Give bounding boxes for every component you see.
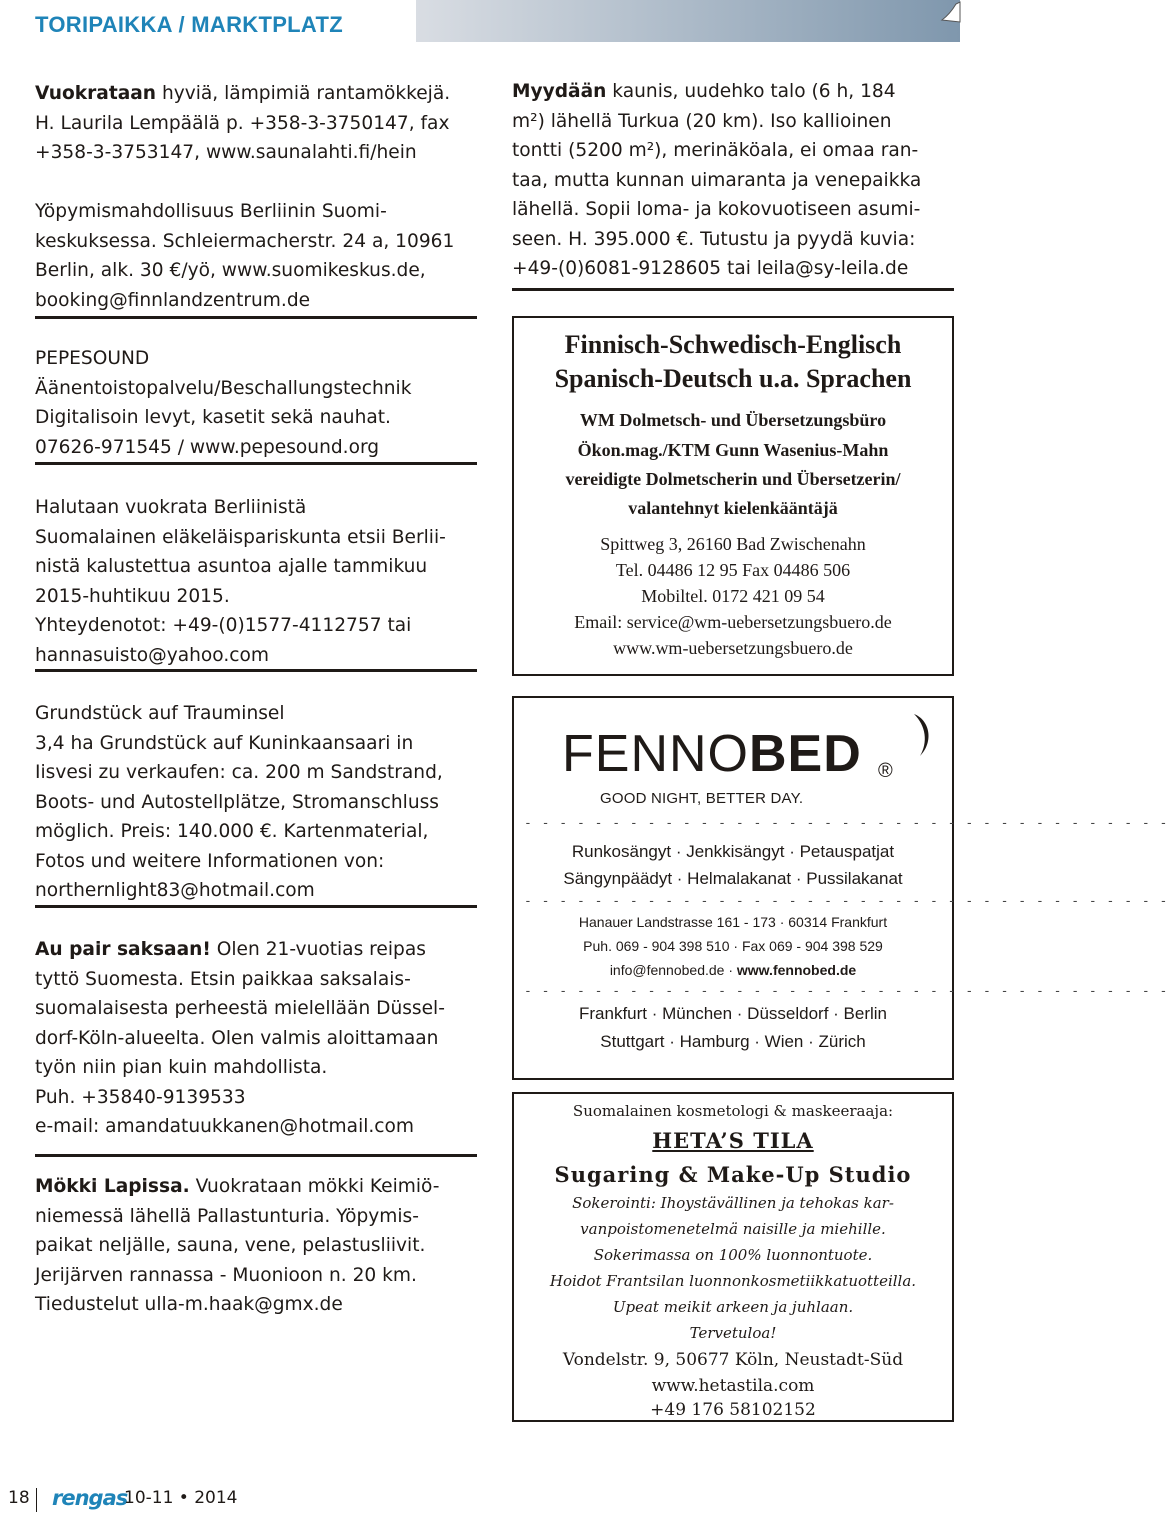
- heta-text-3: Sokerimassa on 100% luonnontuote.: [593, 1246, 873, 1264]
- divider: [35, 462, 477, 465]
- ad-text-line: Puh. +35840-9139533: [35, 1086, 246, 1108]
- ad-text-line: möglich. Preis: 140.000 €. Kartenmaterial,: [35, 821, 429, 842]
- ad-text-line: Yhteydenotot: +49-(0)1577-4112757 tai: [35, 615, 412, 636]
- divider: [512, 288, 954, 291]
- ad-text-line: +49-(0)6081-9128605 tai leila@sy-leila.de: [512, 258, 909, 279]
- heta-address: Vondelstr. 9, 50677 Köln, Neustadt-Süd: [562, 1350, 904, 1370]
- heta-text-6: Tervetuloa!: [689, 1324, 777, 1342]
- ad-text-line: northernlight83@hotmail.com: [35, 880, 315, 901]
- ad-text-line: hannasuisto@yahoo.com: [35, 644, 269, 666]
- ad-text-line: suomalaisesta perheestä mielellään Düssel-: [35, 998, 445, 1019]
- ad-text-line: Tiedustelut ulla-m.haak@gmx.de: [35, 1294, 343, 1315]
- fennobed-web: www.fennobed.de: [736, 962, 857, 978]
- ad-text-line: Berlin, alk. 30 €/yö, www.suomikeskus.de,: [35, 260, 426, 281]
- ad-text-line: Vuokrataan hyviä, lämpimiä rantamökkejä.: [35, 83, 451, 104]
- fennobed-tagline: GOOD NIGHT, BETTER DAY.: [600, 790, 804, 807]
- ad-text-line: taa, mutta kunnan uimaranta ja venepaikka: [512, 169, 922, 191]
- ad-text-line: Fotos und weitere Informationen von:: [35, 850, 385, 872]
- page-number: 18: [8, 1488, 30, 1508]
- heta-text-1: Sokerointi: Ihoystävällinen ja tehokas kar-: [572, 1194, 894, 1212]
- ad-text-line: tontti (5200 m²), merinäköala, ei omaa ran-: [512, 140, 919, 161]
- ad-text-line: m²) lähellä Turkua (20 km). Iso kallioinen: [512, 110, 892, 132]
- ad-lead-word: Myydään: [512, 81, 607, 102]
- ad-lead-word: Vuokrataan: [35, 83, 157, 104]
- divider: [35, 669, 477, 672]
- ad-grundstueck: [35, 699, 477, 906]
- ad-text-line: tyttö Suomesta. Etsin paikkaa saksalais-: [35, 968, 411, 990]
- ad-text-line: lähellä. Sopii loma- ja kokovuotiseen asumi-: [512, 199, 921, 220]
- ad-text-line: Äänentoistopalvelu/Beschallungstechnik: [35, 377, 412, 399]
- fennobed-phone: Puh. 069 - 904 398 510 · Fax 069 - 904 398 529: [583, 938, 883, 954]
- ad-au-pair: [35, 935, 477, 1142]
- ad-text-line: booking@finnlandzentrum.de: [35, 289, 311, 311]
- ad-text-line: Au pair saksaan! Olen 21-vuotias reipas: [35, 939, 426, 960]
- ad-pepesound: [35, 344, 477, 462]
- ad-text-line: +358-3-3753147, www.saunalahti.fi/hein: [35, 142, 417, 163]
- ad-text-line: Boots- und Autostellplätze, Stromanschluss: [35, 791, 439, 813]
- ad-text-line: Digitalisoin levyt, kasetit sekä nauhat.: [35, 407, 391, 428]
- fennobed-ad-box: [512, 696, 1168, 1080]
- ad-halutaan-vuokrata: [35, 493, 477, 670]
- ad-text-line: niemessä lähellä Pallastunturia. Yöpymis-: [35, 1205, 419, 1227]
- heta-name-text: HETA’S TILA: [652, 1128, 814, 1153]
- ad-text-line: keskuksessa. Schleiermacherstr. 24 a, 10961: [35, 230, 455, 252]
- registered-mark: ®: [878, 760, 893, 782]
- translator-role-2: valantehnyt kielenkääntäjä: [628, 498, 838, 518]
- heta-name: [514, 1128, 952, 1153]
- heta-phone: +49 176 58102152: [650, 1400, 816, 1420]
- ad-text-line: H. Laurila Lempäälä p. +358-3-3750147, fax: [35, 112, 450, 134]
- section-title: TORIPAIKKA / MARKTPLATZ: [35, 12, 343, 37]
- ad-text-line: paikat neljälle, sauna, vene, pelastusliivit.: [35, 1235, 426, 1256]
- ad-mokki-lapissa: [35, 1172, 477, 1320]
- translator-address: Spittweg 3, 26160 Bad Zwischenahn: [600, 534, 866, 554]
- translator-headline-2: Spanisch-Deutsch u.a. Sprachen: [554, 364, 912, 393]
- ad-text-line: Halutaan vuokrata Berliinistä: [35, 497, 307, 518]
- translator-email: Email: service@wm-uebersetzungsbuero.de: [574, 612, 892, 632]
- fennobed-address: Hanauer Landstrasse 161 - 173 · 60314 Frankfurt: [578, 914, 888, 930]
- ad-lead-word: Mökki Lapissa.: [35, 1176, 190, 1197]
- ad-text-line: dorf-Köln-alueelta. Olen valmis aloittamaan: [35, 1027, 439, 1049]
- ad-text-line: e-mail: amandatuukkanen@hotmail.com: [35, 1116, 415, 1137]
- moon-icon: [900, 712, 934, 760]
- magazine-logo: rengas: [52, 1486, 128, 1510]
- divider: [35, 316, 477, 319]
- ad-text-line: 2015-huhtikuu 2015.: [35, 585, 230, 607]
- ad-myydaan-talo: [512, 77, 954, 284]
- heta-intro: Suomalainen kosmetologi & maskeeraaja:: [572, 1102, 894, 1120]
- heta-web: www.hetastila.com: [651, 1376, 815, 1396]
- heta-text-4: Hoidot Frantsilan luonnonkosmetiikkatuotteilla.: [549, 1272, 917, 1290]
- fennobed-cities-1: Frankfurt · München · Düsseldorf · Berlin: [579, 1004, 887, 1023]
- footer-separator: [36, 1488, 37, 1512]
- ad-text-line: Mökki Lapissa. Vuokrataan mökki Keimiö-: [35, 1176, 440, 1197]
- divider: [35, 1154, 477, 1157]
- translator-ad-box: [512, 316, 954, 676]
- issue-date: 10-11 • 2014: [124, 1488, 238, 1508]
- ad-text-line: Iisvesi zu verkaufen: ca. 200 m Sandstrand,: [35, 762, 443, 783]
- fennobed-email: info@fennobed.de: [609, 962, 725, 978]
- fennobed-products-1: Runkosängyt · Jenkkisängyt · Petauspatjat: [571, 842, 895, 861]
- ad-text-line: PEPESOUND: [35, 348, 150, 369]
- heta-subtitle: Sugaring & Make-Up Studio: [554, 1162, 912, 1187]
- ad-text-line: Yöpymismahdollisuus Berliinin Suomi-: [35, 201, 387, 222]
- ad-text-line: työn niin pian kuin mahdollista.: [35, 1057, 328, 1078]
- fennobed-logo-light: FENNO: [562, 725, 749, 783]
- fennobed-cities-2: Stuttgart · Hamburg · Wien · Zürich: [600, 1032, 866, 1051]
- ad-lead-word: Au pair saksaan!: [35, 939, 211, 960]
- heta-text-5: Upeat meikit arkeen ja juhlaan.: [612, 1298, 854, 1316]
- ad-text-line: 07626-971545 / www.pepesound.org: [35, 436, 380, 458]
- dashed-divider: - - - - - - - - - - - - - - - - - - - - - - - - - - - - - - - - - - - - -: [524, 984, 1168, 999]
- fennobed-products-2: Sängynpäädyt · Helmalakanat · Pussilakanat: [563, 869, 903, 888]
- translator-headline-1: Finnisch-Schwedisch-Englisch: [564, 330, 902, 359]
- translator-web: www.wm-uebersetzungsbuero.de: [613, 638, 853, 658]
- ad-text-line: Grundstück auf Trauminsel: [35, 703, 285, 724]
- dashed-divider: - - - - - - - - - - - - - - - - - - - - - - - - - - - - - - - - - - - - -: [524, 816, 1168, 831]
- heta-ad-box: [512, 1092, 954, 1422]
- translator-role-1: vereidigte Dolmetscherin und Übersetzerin/: [565, 469, 901, 489]
- translator-office: WM Dolmetsch- und Übersetzungsbüro: [579, 410, 887, 430]
- fennobed-logo-bold: BED: [749, 725, 862, 783]
- dashed-divider: - - - - - - - - - - - - - - - - - - - - - - - - - - - - - - - - - - - - -: [524, 894, 1168, 909]
- divider: [35, 905, 477, 908]
- header-gradient-bar: [416, 0, 960, 42]
- ad-text-line: 3,4 ha Grundstück auf Kuninkaansaari in: [35, 732, 414, 754]
- heta-text-2: vanpoistomenetelmä naisille ja miehille.: [580, 1220, 886, 1238]
- ad-suomikeskus: [35, 197, 477, 315]
- ad-text-line: Suomalainen eläkeläispariskunta etsii Berlii-: [35, 526, 446, 548]
- page-curl-icon: [938, 0, 960, 22]
- ad-text-line: nistä kalustettua asuntoa ajalle tammikuu: [35, 556, 428, 577]
- fennobed-logo: [562, 726, 862, 782]
- ad-text-line: Jerijärven rannassa - Muonioon n. 20 km.: [35, 1264, 417, 1286]
- translator-mobile: Mobiltel. 0172 421 09 54: [641, 586, 825, 606]
- ad-rantamokit: [35, 79, 477, 168]
- fennobed-contact: [514, 962, 952, 978]
- translator-name: Ökon.mag./KTM Gunn Wasenius-Mahn: [577, 440, 889, 460]
- fennobed-email-sep: ·: [724, 962, 737, 978]
- ad-text-line: seen. H. 395.000 €. Tutustu ja pyydä kuvia:: [512, 228, 916, 250]
- translator-tel: Tel. 04486 12 95 Fax 04486 506: [615, 560, 851, 580]
- ad-text-line: Myydään kaunis, uudehko talo (6 h, 184: [512, 81, 896, 102]
